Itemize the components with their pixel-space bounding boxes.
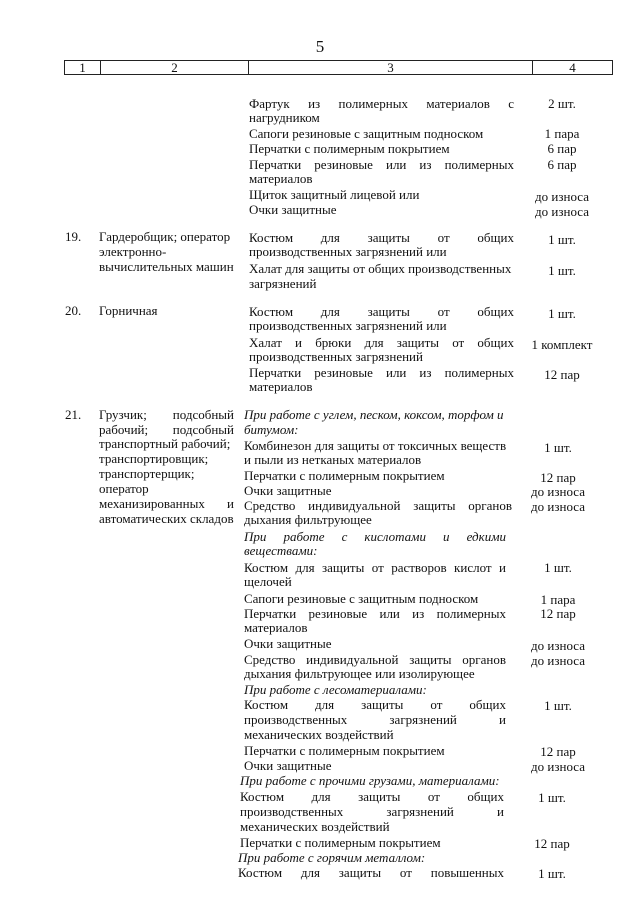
item-text: Костюм для защиты от общих	[240, 790, 504, 804]
item-text: Сапоги резиновые с защитным подноском	[249, 126, 484, 141]
item-qty: 1 шт.	[548, 263, 576, 278]
item-text: материалов	[244, 620, 308, 635]
item-qty: 1 шт.	[538, 866, 566, 881]
item-text: производственных загрязнений или	[249, 244, 447, 259]
item-qty: 1 шт.	[538, 790, 566, 805]
item-qty: 12 пар	[534, 836, 570, 851]
item-text: механических воздействий	[240, 819, 390, 834]
role-text: транспортный рабочий;	[99, 436, 231, 451]
item-text: Халат и брюки для защиты от общих	[249, 336, 514, 350]
item-qty: 1 пара	[540, 592, 576, 607]
header-col-4: 4	[569, 60, 576, 75]
item-text: производственных загрязнений и	[244, 713, 506, 727]
role-text: автоматических складов	[99, 511, 234, 526]
role-text: транспортировщик;	[99, 451, 209, 466]
item-qty: до износа	[535, 189, 589, 204]
item-qty: до износа	[535, 204, 589, 219]
role-text: механизированных и	[99, 497, 234, 511]
item-text: производственных загрязнений или	[249, 318, 447, 333]
group-heading: При работе с кислотами и едкими	[244, 530, 506, 544]
item-qty: 1 шт.	[544, 560, 572, 575]
header-col-2: 2	[101, 61, 249, 74]
item-text: Очки защитные	[244, 758, 332, 773]
item-text: Костюм для защиты от повышенных	[238, 866, 504, 880]
item-qty: 1 шт.	[544, 440, 572, 455]
item-text: Фартук из полимерных материалов с	[249, 97, 514, 111]
item-qty: 12 пар	[540, 606, 576, 621]
item-text: Очки защитные	[244, 483, 332, 498]
item-qty: 12 пар	[540, 744, 576, 759]
page-number: 5	[315, 37, 325, 56]
item-text: производственных загрязнений и	[240, 805, 504, 819]
group-heading: При работе с прочими грузами, материалами:	[240, 773, 500, 788]
role-text: оператор	[99, 481, 149, 496]
role-text: транспортерщик;	[99, 466, 195, 481]
item-qty: 2 шт.	[548, 96, 576, 111]
item-qty: 6 пар	[547, 157, 577, 172]
row-number: 19.	[65, 229, 82, 244]
item-qty: 1 пара	[544, 126, 580, 141]
item-qty: 12 пар	[540, 470, 576, 485]
item-text: материалов	[249, 379, 313, 394]
role-text: рабочий; подсобный	[99, 423, 234, 437]
group-heading: При работе с углем, песком, коксом, торфом и	[244, 407, 504, 422]
item-text: Перчатки резиновые или из полимерных	[249, 158, 514, 172]
item-text: производственных загрязнений	[249, 349, 423, 364]
item-text: Средство индивидуальной защиты органов	[244, 499, 512, 513]
row-number: 20.	[65, 303, 82, 318]
item-text: механических воздействий	[244, 727, 394, 742]
item-text: Костюм для защиты от общих	[244, 698, 506, 712]
item-qty: до износа	[531, 499, 585, 514]
role-text: Гардеробщик; оператор	[99, 229, 231, 244]
item-text: Очки защитные	[249, 202, 337, 217]
item-qty: 1 шт.	[544, 698, 572, 713]
item-qty: 1 комплект	[531, 337, 593, 352]
role-text: электронно-	[99, 244, 167, 259]
row-number: 21.	[65, 407, 82, 422]
item-text: дыхания фильтрующее	[244, 512, 372, 527]
group-heading: При работе с горячим металлом:	[238, 850, 426, 865]
role-text: Горничная	[99, 303, 158, 318]
item-text: нагрудником	[249, 110, 320, 125]
item-text: Щиток защитный лицевой или	[249, 187, 420, 202]
item-text: Перчатки с полимерным покрытием	[240, 835, 441, 850]
role-text: вычислительных машин	[99, 259, 234, 274]
item-text: Костюм для защиты от растворов кислот и	[244, 561, 506, 575]
item-qty: до износа	[531, 484, 585, 499]
group-heading: веществами:	[244, 543, 318, 558]
item-text: щелочей	[244, 574, 292, 589]
item-qty: 1 шт.	[548, 232, 576, 247]
item-text: и пыли из нетканых материалов	[244, 452, 422, 467]
item-text: Перчатки резиновые или из полимерных	[244, 607, 506, 621]
group-heading: При работе с лесоматериалами:	[244, 682, 427, 697]
item-text: Перчатки резиновые или из полимерных	[249, 366, 514, 380]
item-text: Костюм для защиты от общих	[249, 231, 514, 245]
item-text: Перчатки с полимерным покрытием	[244, 743, 445, 758]
item-text: Средство индивидуальной защиты органов	[244, 653, 506, 667]
item-text: материалов	[249, 171, 313, 186]
header-col-3: 3	[249, 61, 533, 74]
item-qty: до износа	[531, 759, 585, 774]
role-text: Грузчик; подсобный	[99, 408, 234, 422]
item-text: Перчатки с полимерным покрытием	[249, 141, 450, 156]
item-text: Очки защитные	[244, 636, 332, 651]
item-text: дыхания фильтрующее или изолирующее	[244, 666, 475, 681]
header-col-1: 1	[65, 61, 101, 74]
item-text: Комбинезон для защиты от токсичных веществ	[244, 438, 507, 453]
item-text: загрязнений	[249, 276, 317, 291]
item-text: Сапоги резиновые с защитным подноском	[244, 591, 479, 606]
table-header-row	[64, 60, 613, 75]
item-qty: 1 шт.	[548, 306, 576, 321]
item-qty: до износа	[531, 638, 585, 653]
item-text: Перчатки с полимерным покрытием	[244, 468, 445, 483]
item-qty: 12 пар	[544, 367, 580, 382]
group-heading: битумом:	[244, 422, 299, 437]
item-qty: 6 пар	[547, 141, 577, 156]
item-text: Костюм для защиты от общих	[249, 305, 514, 319]
item-qty: до износа	[531, 653, 585, 668]
item-text: Халат для защиты от общих производственных	[249, 261, 512, 276]
